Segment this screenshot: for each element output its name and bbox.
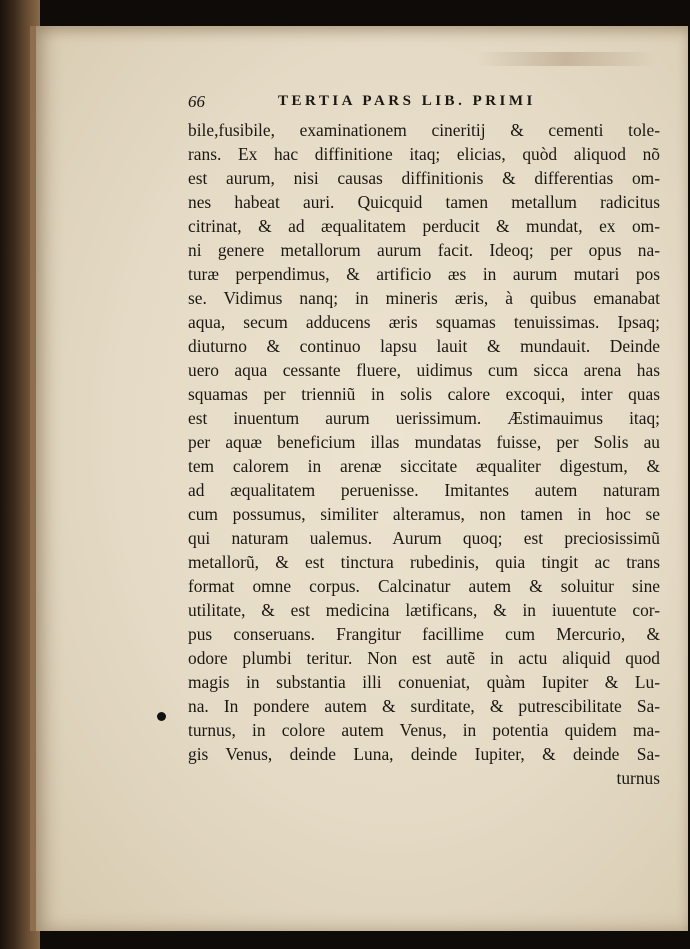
text-line: utilitate, & est medicina lætificans, & in iuuentute cor- <box>188 600 660 620</box>
text-line: aqua, secum adducens æris squamas tenuissimas. Ipsaq; <box>188 312 660 332</box>
text-line: format omne corpus. Calcinatur autem & soluitur sine <box>188 576 660 596</box>
text-line: magis in substantia illi conueniat, quàm Iupiter & Lu- <box>188 672 660 692</box>
text-line: ad æqualitatem peruenisse. Imitantes autem naturam <box>188 480 660 500</box>
main-text <box>188 118 660 790</box>
page-header <box>188 92 588 114</box>
text-line: diuturno & continuo lapsu lauit & mundauit. Deinde <box>188 336 660 356</box>
text-line: per aquæ beneficium illas mundatas fuisse, per Solis au <box>188 432 660 452</box>
text-line: metallorũ, & est tinctura rubedinis, quia tingit ac trans <box>188 552 660 572</box>
text-line: turæ perpendimus, & artificio æs in aurum mutari pos <box>188 264 660 284</box>
text-line: est aurum, nisi causas diffinitionis & differentias om- <box>188 168 660 188</box>
text-line: squamas per trienniũ in solis calore excoqui, inter quas <box>188 384 660 404</box>
text-line: pus conseruans. Frangitur facillime cum Mercurio, & <box>188 624 660 644</box>
text-line: uero aqua cessante fluere, uidimus cum sicca arena has <box>188 360 660 380</box>
text-line: est inuentum aurum uerissimum. Æstimauimus itaq; <box>188 408 660 428</box>
text-line: bile,fusibile, examinationem cineritij & cementi tole- <box>188 120 660 140</box>
text-line: tem calorem in arenæ siccitate æqualiter digestum, & <box>188 456 660 476</box>
margin-dot-mark <box>157 712 166 721</box>
text-line: citrinat, & ad æqualitatem perducit & mundat, ex om- <box>188 216 660 236</box>
text-line: rans. Ex hac diffinitione itaq; elicias, quòd aliquod nõ <box>188 144 660 164</box>
text-line: se. Vidimus nanq; in mineris æris, à quibus emanabat <box>188 288 660 308</box>
page-number: 66 <box>188 92 205 111</box>
text-line: qui naturam ualemus. Aurum quoq; est preciosissimũ <box>188 528 660 548</box>
text-line: gis Venus, deinde Luna, deinde Iupiter, & deinde Sa- <box>188 744 660 764</box>
text-line: nes habeat auri. Quicquid tamen metallum radicitus <box>188 192 660 212</box>
text-line: ni genere metallorum aurum facit. Ideoq; per opus na- <box>188 240 660 260</box>
catchword: turnus <box>616 768 660 788</box>
text-line: odore plumbi teritur. Non est autẽ in actu aliquid quod <box>188 648 660 668</box>
text-line: turnus, in colore autem Venus, in potentia quidem ma- <box>188 720 660 740</box>
running-head: TERTIA PARS LIB. PRIMI <box>278 93 536 109</box>
text-line: cum possumus, similiter alteramus, non tamen in hoc se <box>188 504 660 524</box>
page-stain <box>476 52 656 66</box>
text-line: na. In pondere autem & surditate, & putrescibilitate Sa- <box>188 696 660 716</box>
